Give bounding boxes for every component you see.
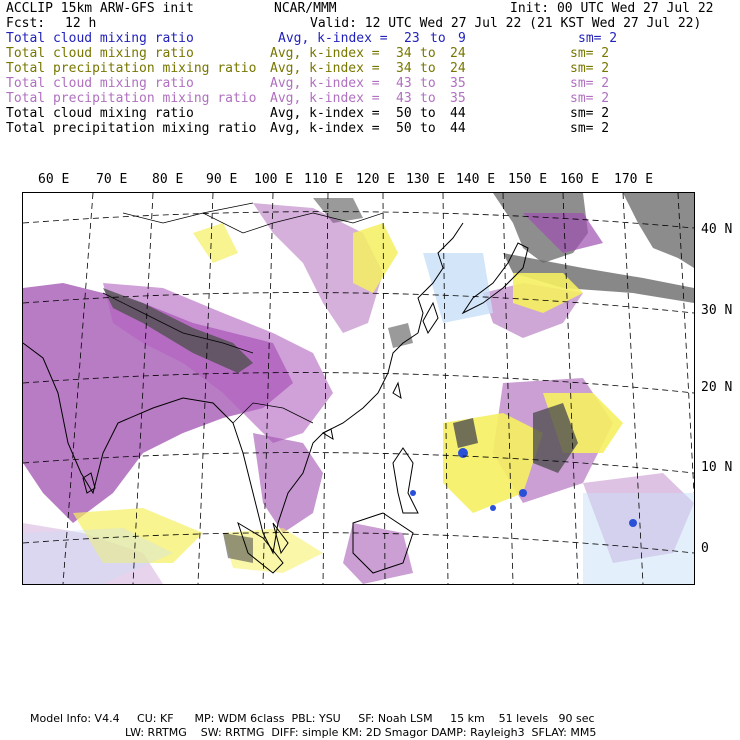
longitude-label: 90 E [206,172,238,187]
legend-field: Total precipitation mixing ratio [6,91,257,106]
longitude-label: 170 E [614,172,654,187]
longitude-label: 70 E [96,172,128,187]
legend-avg-label: Avg, k-index = [270,46,380,61]
forecast-value: 12 h [65,16,97,31]
legend-sm: sm= 2 [570,76,610,91]
legend-from: 43 [396,91,412,106]
title: ACCLIP 15km ARW-GFS init [6,1,194,16]
longitude-label: 100 E [254,172,294,187]
legend-to: 44 [450,121,466,136]
legend-sm: sm= 2 [570,121,610,136]
longitude-label: 60 E [38,172,70,187]
latitude-label: 0 [701,541,709,556]
legend-from: 43 [396,76,412,91]
longitude-label: 120 E [356,172,396,187]
legend-sm: sm= 2 [570,106,610,121]
model-info-line1: Model Info: V4.4 CU: KF MP: WDM 6class PBL: YSU SF: Noah LSM 15 km 51 levels 90 sec [30,712,595,725]
legend-sm: sm= 2 [570,91,610,106]
map-canvas [23,193,694,584]
legend-from: 50 [396,121,412,136]
latitude-label: 30 N [701,303,733,318]
legend-to-word: to [420,61,436,76]
legend-to: 24 [450,61,466,76]
latitude-label: 20 N [701,380,733,395]
legend-field: Total cloud mixing ratio [6,76,194,91]
legend-field: Total precipitation mixing ratio [6,121,257,136]
longitude-label: 150 E [508,172,548,187]
organization: NCAR/MMM [274,1,337,16]
legend-field: Total precipitation mixing ratio [6,61,257,76]
mixing-ratio-fields [23,193,694,584]
lightblue-south [583,493,694,584]
longitude-label: 140 E [456,172,496,187]
forecast-label: Fcst: [6,16,46,31]
longitude-label: 130 E [406,172,446,187]
legend-sm: sm= 2 [570,61,610,76]
latitude-label: 10 N [701,460,733,475]
model-info-line2: LW: RRTMG SW: RRTMG DIFF: simple KM: 2D Smagor DAMP: Rayleigh3 SFLAY: MM5 [125,726,597,739]
yellow-bay-bengal [193,223,238,263]
darkgray-sumatra [223,533,253,563]
legend-avg-label: Avg, k-index = [270,106,380,121]
legend-field: Total cloud mixing ratio [6,106,194,121]
legend-to-word: to [420,91,436,106]
gray-cloud-northeast [623,193,694,268]
gray-cloud-japan [388,323,413,348]
yellow-northeast-china [353,223,398,293]
legend-sm: sm= 2 [578,31,618,46]
purple-southeast-asia [253,433,323,533]
legend-sm: sm= 2 [570,46,610,61]
legend-to-word: to [420,76,436,91]
legend-from: 34 [396,46,412,61]
blue-spot [629,519,637,527]
lon-line [443,193,448,584]
longitude-label: 80 E [152,172,184,187]
blue-spot [490,505,496,511]
map-panel [22,192,695,585]
legend-avg-label: Avg, k-index = [270,76,380,91]
latitude-label: 40 N [701,222,733,237]
legend-to: 44 [450,106,466,121]
legend-avg-label: Avg, k-index = [270,61,380,76]
coast-philippines [393,448,418,513]
longitude-label: 160 E [560,172,600,187]
legend-from: 34 [396,61,412,76]
blue-spot [519,489,527,497]
border-mongolia [203,203,253,213]
legend-to-word: to [420,106,436,121]
init-time: Init: 00 UTC Wed 27 Jul 22 [510,1,714,16]
legend-avg-label: Avg, k-index = [278,31,388,46]
legend-field: Total cloud mixing ratio [6,31,194,46]
legend-field: Total cloud mixing ratio [6,46,194,61]
coast-taiwan [393,383,401,398]
legend-from: 23 [404,31,420,46]
coast-korea [423,303,438,333]
legend-to: 24 [450,46,466,61]
legend-to: 9 [458,31,466,46]
legend-avg-label: Avg, k-index = [270,91,380,106]
legend-to-word: to [420,121,436,136]
legend-to-word: to [430,31,446,46]
legend-from: 50 [396,106,412,121]
legend-to: 35 [450,91,466,106]
legend-to-word: to [420,46,436,61]
valid-time: Valid: 12 UTC Wed 27 Jul 22 (21 KST Wed 27 Jul 22) [310,16,702,31]
legend-avg-label: Avg, k-index = [270,121,380,136]
legend-to: 35 [450,76,466,91]
blue-spot [410,490,416,496]
lightblue-pacific [423,253,493,323]
longitude-label: 110 E [304,172,344,187]
